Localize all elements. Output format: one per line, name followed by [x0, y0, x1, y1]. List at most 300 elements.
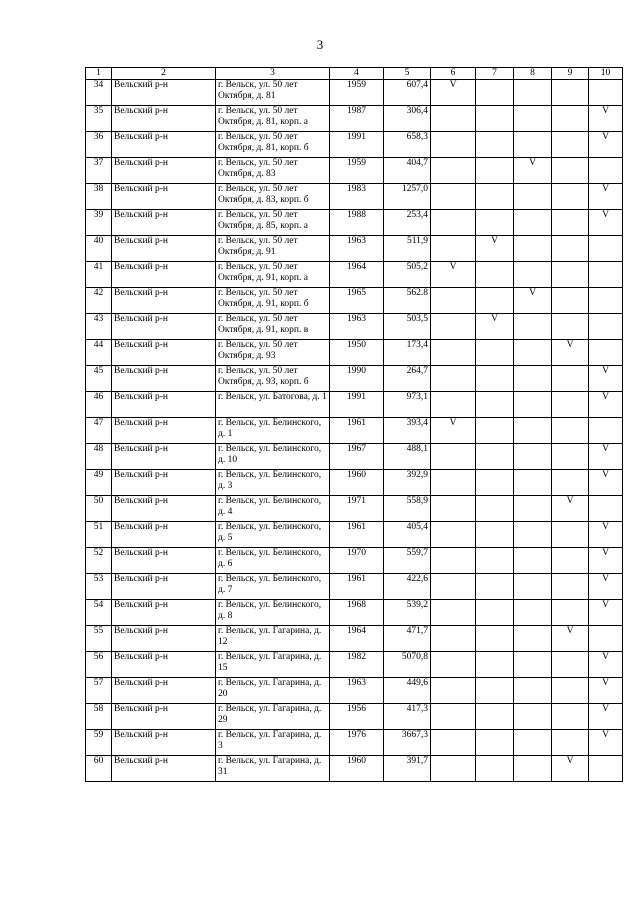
- year-cell: 1968: [330, 600, 384, 626]
- mark-cell-col-9: [552, 522, 589, 548]
- mark-cell-col-8: [514, 210, 552, 236]
- table-row: [86, 470, 623, 496]
- table-row: [86, 210, 623, 236]
- year-cell: 1976: [330, 730, 384, 756]
- year-cell: 1990: [330, 366, 384, 392]
- mark-cell-col-9: V: [552, 340, 589, 366]
- year-cell: 1988: [330, 210, 384, 236]
- area-cell: 404,7: [384, 158, 431, 184]
- mark-cell-col-7: [476, 366, 514, 392]
- area-cell: 392,9: [384, 470, 431, 496]
- column-header: 6: [431, 68, 476, 80]
- address-cell: г. Вельск, ул. Батогова, д. 1: [216, 392, 330, 418]
- mark-cell-col-8: [514, 262, 552, 288]
- mark-cell-col-9: [552, 652, 589, 678]
- mark-cell-col-6: [431, 314, 476, 340]
- mark-cell-col-8: [514, 392, 552, 418]
- table-row: [86, 704, 623, 730]
- area-cell: 5070,8: [384, 652, 431, 678]
- table-row: [86, 444, 623, 470]
- address-cell: г. Вельск, ул. Гагарина, д. 15: [216, 652, 330, 678]
- district-cell: Вельский р-н: [112, 236, 216, 262]
- mark-cell-col-10: [589, 340, 623, 366]
- district-cell: Вельский р-н: [112, 470, 216, 496]
- mark-cell-col-6: [431, 106, 476, 132]
- address-cell: г. Вельск, ул. 50 лет Октября, д. 81, корп. б: [216, 132, 330, 158]
- mark-cell-col-10: [589, 262, 623, 288]
- district-cell: Вельский р-н: [112, 652, 216, 678]
- year-cell: 1963: [330, 678, 384, 704]
- row-number-cell: 55: [86, 626, 112, 652]
- address-cell: г. Вельск, ул. Белинского, д. 3: [216, 470, 330, 496]
- table-row: [86, 366, 623, 392]
- table-row: [86, 678, 623, 704]
- row-number-cell: 40: [86, 236, 112, 262]
- mark-cell-col-8: [514, 366, 552, 392]
- year-cell: 1982: [330, 652, 384, 678]
- mark-cell-col-7: [476, 470, 514, 496]
- mark-cell-col-6: [431, 236, 476, 262]
- year-cell: 1950: [330, 340, 384, 366]
- district-cell: Вельский р-н: [112, 80, 216, 106]
- area-cell: 539,2: [384, 600, 431, 626]
- district-cell: Вельский р-н: [112, 704, 216, 730]
- mark-cell-col-6: [431, 730, 476, 756]
- mark-cell-col-7: [476, 548, 514, 574]
- address-cell: г. Вельск, ул. 50 лет Октября, д. 91, корп. в: [216, 314, 330, 340]
- year-cell: 1967: [330, 444, 384, 470]
- mark-cell-col-8: [514, 80, 552, 106]
- mark-cell-col-10: [589, 80, 623, 106]
- area-cell: 559,7: [384, 548, 431, 574]
- mark-cell-col-9: [552, 236, 589, 262]
- mark-cell-col-6: [431, 678, 476, 704]
- mark-cell-col-10: V: [589, 392, 623, 418]
- row-number-cell: 45: [86, 366, 112, 392]
- mark-cell-col-6: [431, 444, 476, 470]
- table-row: [86, 80, 623, 106]
- row-number-cell: 53: [86, 574, 112, 600]
- mark-cell-col-8: V: [514, 158, 552, 184]
- mark-cell-col-10: V: [589, 470, 623, 496]
- mark-cell-col-7: [476, 704, 514, 730]
- address-cell: г. Вельск, ул. Белинского, д. 6: [216, 548, 330, 574]
- table-row: [86, 496, 623, 522]
- row-number-cell: 35: [86, 106, 112, 132]
- mark-cell-col-8: [514, 496, 552, 522]
- address-cell: г. Вельск, ул. Гагарина, д. 12: [216, 626, 330, 652]
- year-cell: 1991: [330, 132, 384, 158]
- mark-cell-col-6: [431, 626, 476, 652]
- mark-cell-col-9: [552, 574, 589, 600]
- mark-cell-col-9: [552, 730, 589, 756]
- district-cell: Вельский р-н: [112, 730, 216, 756]
- mark-cell-col-9: V: [552, 756, 589, 782]
- mark-cell-col-10: [589, 756, 623, 782]
- area-cell: 558,9: [384, 496, 431, 522]
- column-header: 3: [216, 68, 330, 80]
- table-row: [86, 548, 623, 574]
- mark-cell-col-6: [431, 652, 476, 678]
- mark-cell-col-8: [514, 548, 552, 574]
- district-cell: Вельский р-н: [112, 574, 216, 600]
- row-number-cell: 34: [86, 80, 112, 106]
- year-cell: 1971: [330, 496, 384, 522]
- mark-cell-col-9: [552, 210, 589, 236]
- column-header: 7: [476, 68, 514, 80]
- mark-cell-col-10: V: [589, 132, 623, 158]
- year-cell: 1983: [330, 184, 384, 210]
- mark-cell-col-8: [514, 340, 552, 366]
- year-cell: 1956: [330, 704, 384, 730]
- area-cell: 391,7: [384, 756, 431, 782]
- mark-cell-col-9: [552, 106, 589, 132]
- mark-cell-col-9: [552, 288, 589, 314]
- mark-cell-col-9: [552, 444, 589, 470]
- mark-cell-col-9: [552, 158, 589, 184]
- year-cell: 1960: [330, 470, 384, 496]
- year-cell: 1961: [330, 418, 384, 444]
- mark-cell-col-9: [552, 470, 589, 496]
- area-cell: 393,4: [384, 418, 431, 444]
- district-cell: Вельский р-н: [112, 158, 216, 184]
- address-cell: г. Вельск, ул. Гагарина, д. 20: [216, 678, 330, 704]
- row-number-cell: 41: [86, 262, 112, 288]
- district-cell: Вельский р-н: [112, 418, 216, 444]
- table-row: [86, 600, 623, 626]
- mark-cell-col-7: [476, 756, 514, 782]
- mark-cell-col-9: [552, 366, 589, 392]
- mark-cell-col-7: [476, 444, 514, 470]
- row-number-cell: 49: [86, 470, 112, 496]
- mark-cell-col-6: [431, 210, 476, 236]
- mark-cell-col-7: [476, 418, 514, 444]
- district-cell: Вельский р-н: [112, 106, 216, 132]
- address-cell: г. Вельск, ул. 50 лет Октября, д. 83, корп. б: [216, 184, 330, 210]
- mark-cell-col-10: [589, 626, 623, 652]
- mark-cell-col-9: [552, 314, 589, 340]
- mark-cell-col-10: V: [589, 574, 623, 600]
- column-header: 10: [589, 68, 623, 80]
- mark-cell-col-8: [514, 626, 552, 652]
- table-row: [86, 522, 623, 548]
- table-row: [86, 652, 623, 678]
- mark-cell-col-10: [589, 418, 623, 444]
- table-row: [86, 756, 623, 782]
- row-number-cell: 58: [86, 704, 112, 730]
- year-cell: 1964: [330, 626, 384, 652]
- mark-cell-col-6: [431, 366, 476, 392]
- mark-cell-col-8: [514, 522, 552, 548]
- mark-cell-col-7: [476, 574, 514, 600]
- mark-cell-col-8: [514, 236, 552, 262]
- address-cell: г. Вельск, ул. 50 лет Октября, д. 81, корп. а: [216, 106, 330, 132]
- area-cell: 488,1: [384, 444, 431, 470]
- mark-cell-col-8: V: [514, 288, 552, 314]
- area-cell: 973,1: [384, 392, 431, 418]
- address-cell: г. Вельск, ул. 50 лет Октября, д. 83: [216, 158, 330, 184]
- table-row: [86, 132, 623, 158]
- table-row: [86, 574, 623, 600]
- mark-cell-col-10: [589, 236, 623, 262]
- table-row: [86, 262, 623, 288]
- area-cell: 658,3: [384, 132, 431, 158]
- year-cell: 1959: [330, 80, 384, 106]
- district-cell: Вельский р-н: [112, 678, 216, 704]
- area-cell: 253,4: [384, 210, 431, 236]
- year-cell: 1963: [330, 314, 384, 340]
- mark-cell-col-7: V: [476, 314, 514, 340]
- table-row: [86, 418, 623, 444]
- mark-cell-col-10: V: [589, 210, 623, 236]
- address-cell: г. Вельск, ул. 50 лет Октября, д. 91, корп. б: [216, 288, 330, 314]
- area-cell: 449,6: [384, 678, 431, 704]
- area-cell: 173,4: [384, 340, 431, 366]
- column-header: 8: [514, 68, 552, 80]
- mark-cell-col-8: [514, 184, 552, 210]
- mark-cell-col-10: V: [589, 730, 623, 756]
- district-cell: Вельский р-н: [112, 366, 216, 392]
- year-cell: 1987: [330, 106, 384, 132]
- mark-cell-col-8: [514, 756, 552, 782]
- mark-cell-col-7: [476, 392, 514, 418]
- mark-cell-col-8: [514, 704, 552, 730]
- mark-cell-col-7: [476, 678, 514, 704]
- mark-cell-col-6: [431, 132, 476, 158]
- header-row: [86, 68, 623, 80]
- mark-cell-col-7: V: [476, 236, 514, 262]
- mark-cell-col-10: [589, 158, 623, 184]
- row-number-cell: 56: [86, 652, 112, 678]
- district-cell: Вельский р-н: [112, 522, 216, 548]
- mark-cell-col-8: [514, 470, 552, 496]
- mark-cell-col-8: [514, 314, 552, 340]
- address-cell: г. Вельск, ул. Гагарина, д. 31: [216, 756, 330, 782]
- mark-cell-col-10: V: [589, 704, 623, 730]
- row-number-cell: 42: [86, 288, 112, 314]
- district-cell: Вельский р-н: [112, 496, 216, 522]
- mark-cell-col-7: [476, 626, 514, 652]
- mark-cell-col-7: [476, 184, 514, 210]
- mark-cell-col-6: [431, 704, 476, 730]
- year-cell: 1965: [330, 288, 384, 314]
- mark-cell-col-7: [476, 340, 514, 366]
- year-cell: 1991: [330, 392, 384, 418]
- district-cell: Вельский р-н: [112, 626, 216, 652]
- mark-cell-col-6: [431, 496, 476, 522]
- district-cell: Вельский р-н: [112, 210, 216, 236]
- mark-cell-col-7: [476, 522, 514, 548]
- area-cell: 505,2: [384, 262, 431, 288]
- mark-cell-col-6: V: [431, 262, 476, 288]
- mark-cell-col-6: V: [431, 418, 476, 444]
- row-number-cell: 48: [86, 444, 112, 470]
- row-number-cell: 38: [86, 184, 112, 210]
- table-row: [86, 184, 623, 210]
- table-row: [86, 626, 623, 652]
- row-number-cell: 59: [86, 730, 112, 756]
- column-header: 1: [86, 68, 112, 80]
- mark-cell-col-8: [514, 444, 552, 470]
- year-cell: 1970: [330, 548, 384, 574]
- mark-cell-col-10: V: [589, 548, 623, 574]
- mark-cell-col-7: [476, 288, 514, 314]
- mark-cell-col-8: [514, 106, 552, 132]
- address-cell: г. Вельск, ул. 50 лет Октября, д. 93, корп. б: [216, 366, 330, 392]
- address-cell: г. Вельск, ул. Гагарина, д. 3: [216, 730, 330, 756]
- mark-cell-col-10: V: [589, 184, 623, 210]
- page-number: 3: [316, 37, 324, 52]
- mark-cell-col-10: V: [589, 106, 623, 132]
- mark-cell-col-9: [552, 184, 589, 210]
- row-number-cell: 37: [86, 158, 112, 184]
- column-header: 2: [112, 68, 216, 80]
- row-number-cell: 50: [86, 496, 112, 522]
- mark-cell-col-9: [552, 548, 589, 574]
- mark-cell-col-7: [476, 210, 514, 236]
- mark-cell-col-6: V: [431, 80, 476, 106]
- address-cell: г. Вельск, ул. Белинского, д. 5: [216, 522, 330, 548]
- row-number-cell: 52: [86, 548, 112, 574]
- mark-cell-col-9: [552, 704, 589, 730]
- area-cell: 503,5: [384, 314, 431, 340]
- column-header: 4: [330, 68, 384, 80]
- mark-cell-col-8: [514, 418, 552, 444]
- row-number-cell: 51: [86, 522, 112, 548]
- year-cell: 1960: [330, 756, 384, 782]
- year-cell: 1959: [330, 158, 384, 184]
- district-cell: Вельский р-н: [112, 132, 216, 158]
- address-cell: г. Вельск, ул. Гагарина, д. 29: [216, 704, 330, 730]
- mark-cell-col-8: [514, 132, 552, 158]
- district-cell: Вельский р-н: [112, 340, 216, 366]
- mark-cell-col-7: [476, 80, 514, 106]
- mark-cell-col-9: [552, 600, 589, 626]
- mark-cell-col-9: V: [552, 496, 589, 522]
- mark-cell-col-9: V: [552, 626, 589, 652]
- mark-cell-col-8: [514, 730, 552, 756]
- mark-cell-col-9: [552, 80, 589, 106]
- row-number-cell: 60: [86, 756, 112, 782]
- district-cell: Вельский р-н: [112, 444, 216, 470]
- area-cell: 264,7: [384, 366, 431, 392]
- address-cell: г. Вельск, ул. 50 лет Октября, д. 81: [216, 80, 330, 106]
- row-number-cell: 36: [86, 132, 112, 158]
- mark-cell-col-10: V: [589, 522, 623, 548]
- mark-cell-col-7: [476, 158, 514, 184]
- mark-cell-col-7: [476, 496, 514, 522]
- table-row: [86, 158, 623, 184]
- area-cell: 471,7: [384, 626, 431, 652]
- mark-cell-col-9: [552, 262, 589, 288]
- mark-cell-col-7: [476, 652, 514, 678]
- mark-cell-col-8: [514, 652, 552, 678]
- mark-cell-col-6: [431, 756, 476, 782]
- column-header: 5: [384, 68, 431, 80]
- mark-cell-col-10: [589, 288, 623, 314]
- district-cell: Вельский р-н: [112, 392, 216, 418]
- mark-cell-col-7: [476, 600, 514, 626]
- mark-cell-col-7: [476, 106, 514, 132]
- row-number-cell: 44: [86, 340, 112, 366]
- address-cell: г. Вельск, ул. Белинского, д. 10: [216, 444, 330, 470]
- mark-cell-col-8: [514, 574, 552, 600]
- year-cell: 1964: [330, 262, 384, 288]
- mark-cell-col-6: [431, 158, 476, 184]
- area-cell: 405,4: [384, 522, 431, 548]
- area-cell: 3667,3: [384, 730, 431, 756]
- mark-cell-col-10: V: [589, 652, 623, 678]
- address-cell: г. Вельск, ул. 50 лет Октября, д. 85, корп. а: [216, 210, 330, 236]
- district-cell: Вельский р-н: [112, 184, 216, 210]
- mark-cell-col-9: [552, 392, 589, 418]
- year-cell: 1963: [330, 236, 384, 262]
- year-cell: 1961: [330, 522, 384, 548]
- mark-cell-col-6: [431, 184, 476, 210]
- mark-cell-col-6: [431, 522, 476, 548]
- mark-cell-col-10: V: [589, 600, 623, 626]
- address-cell: г. Вельск, ул. Белинского, д. 4: [216, 496, 330, 522]
- address-cell: г. Вельск, ул. Белинского, д. 7: [216, 574, 330, 600]
- district-cell: Вельский р-н: [112, 314, 216, 340]
- district-cell: Вельский р-н: [112, 288, 216, 314]
- mark-cell-col-6: [431, 288, 476, 314]
- column-header: 9: [552, 68, 589, 80]
- table-row: [86, 106, 623, 132]
- area-cell: 422,6: [384, 574, 431, 600]
- table-row: [86, 730, 623, 756]
- address-cell: г. Вельск, ул. 50 лет Октября, д. 91, корп. а: [216, 262, 330, 288]
- area-cell: 607,4: [384, 80, 431, 106]
- mark-cell-col-9: [552, 678, 589, 704]
- district-cell: Вельский р-н: [112, 756, 216, 782]
- mark-cell-col-7: [476, 262, 514, 288]
- mark-cell-col-6: [431, 574, 476, 600]
- area-cell: 562.8: [384, 288, 431, 314]
- row-number-cell: 47: [86, 418, 112, 444]
- area-cell: 306,4: [384, 106, 431, 132]
- address-cell: г. Вельск, ул. Белинского, д. 1: [216, 418, 330, 444]
- mark-cell-col-7: [476, 132, 514, 158]
- mark-cell-col-9: [552, 132, 589, 158]
- mark-cell-col-6: [431, 470, 476, 496]
- area-cell: 511,9: [384, 236, 431, 262]
- mark-cell-col-10: V: [589, 366, 623, 392]
- mark-cell-col-8: [514, 600, 552, 626]
- address-cell: г. Вельск, ул. Белинского, д. 8: [216, 600, 330, 626]
- building-registry-table: [85, 67, 623, 782]
- mark-cell-col-6: [431, 600, 476, 626]
- address-cell: г. Вельск, ул. 50 лет Октября, д. 93: [216, 340, 330, 366]
- area-cell: 1257,0: [384, 184, 431, 210]
- mark-cell-col-10: V: [589, 444, 623, 470]
- mark-cell-col-10: [589, 496, 623, 522]
- table-row: [86, 392, 623, 418]
- row-number-cell: 43: [86, 314, 112, 340]
- area-cell: 417,3: [384, 704, 431, 730]
- mark-cell-col-7: [476, 730, 514, 756]
- row-number-cell: 54: [86, 600, 112, 626]
- mark-cell-col-10: V: [589, 678, 623, 704]
- table-row: [86, 236, 623, 262]
- mark-cell-col-6: [431, 392, 476, 418]
- district-cell: Вельский р-н: [112, 262, 216, 288]
- district-cell: Вельский р-н: [112, 548, 216, 574]
- table-row: [86, 288, 623, 314]
- district-cell: Вельский р-н: [112, 600, 216, 626]
- table-row: [86, 314, 623, 340]
- row-number-cell: 46: [86, 392, 112, 418]
